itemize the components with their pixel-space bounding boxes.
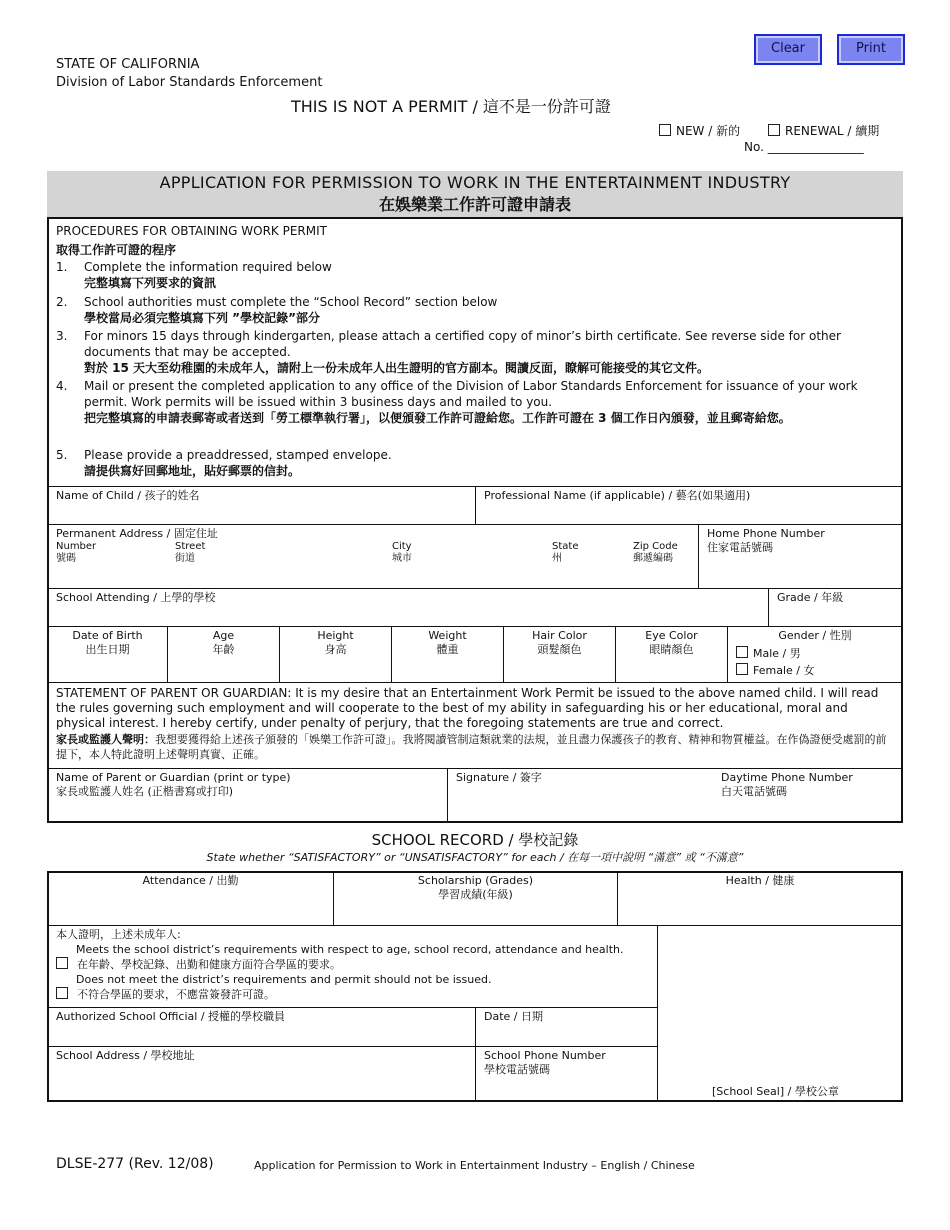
child-name-field[interactable]: Name of Child / 孩子的姓名 <box>56 489 200 502</box>
attendance-field[interactable]: Attendance / 出勤 <box>142 874 239 887</box>
parent-statement-zh: 家長或監護人聲明：我想要獲得給上述孩子頒發的「娛樂工作許可證」。我將閱讀管制這類就業的法規，並且盡力保護孩子的教育、精神和物質權益。在作偽證便受處罰的前提下，本人特此證明上述聲明真實、正確。 <box>56 733 887 761</box>
female-checkbox[interactable] <box>736 663 748 675</box>
parent-name-field[interactable]: Name of Parent or Guardian (print or type) 家長或監護人姓名 (正楷書寫或打印) <box>56 771 291 798</box>
title-band <box>47 171 903 217</box>
school-attending-field[interactable]: School Attending / 上學的學校 <box>56 591 216 604</box>
form-title-zh: 在娛樂業工作許可證申請表 <box>378 195 571 214</box>
statement-lead: STATEMENT OF PARENT OR GUARDIAN: <box>56 686 292 700</box>
home-phone-field[interactable]: Home Phone Number 住家電話號碼 <box>707 527 825 554</box>
renewal-checkbox[interactable] <box>768 124 780 136</box>
new-option[interactable] <box>659 122 740 139</box>
eye-color-field[interactable]: Eye Color 眼睛顏色 <box>645 629 698 656</box>
renewal-label: RENEWAL / 續期 <box>785 124 880 138</box>
clear-button[interactable]: Clear <box>754 34 822 65</box>
daytime-phone-field[interactable]: Daytime Phone Number 白天電話號碼 <box>721 771 853 798</box>
footer-description: Application for Permission to Work in Entertainment Industry – English / Chinese <box>254 1159 695 1172</box>
meets-checkbox[interactable] <box>56 957 68 969</box>
height-field[interactable]: Height 身高 <box>317 629 354 656</box>
new-checkbox[interactable] <box>659 124 671 136</box>
scholarship-field[interactable]: Scholarship (Grades) 學習成績(年級) <box>417 874 534 901</box>
address-zip-label: Zip Code 郵遞編碼 <box>633 541 678 564</box>
school-phone-field[interactable]: School Phone Number 學校電話號碼 <box>484 1049 606 1076</box>
professional-name-field[interactable]: Professional Name (if applicable) / 藝名(如果適用) <box>484 489 751 502</box>
division-label: Division of Labor Standards Enforcement <box>56 75 323 90</box>
age-field[interactable]: Age 年齡 <box>212 629 235 656</box>
date-field[interactable]: Date / 日期 <box>484 1010 543 1023</box>
parent-statement: STATEMENT OF PARENT OR GUARDIAN: It is my desire that an Entertainment Work Permit be issued to the above named child. I will read the rules governing such employment and will cooperate to the best of my ability in safeguarding his or her educational, moral and physical interest. I hereby certify, under penalty of perjury, that the foregoing statements are true and correct. <box>56 686 879 730</box>
signature-field[interactable]: Signature / 簽字 <box>456 771 542 784</box>
gender-female-option[interactable]: Female / 女 <box>736 663 894 678</box>
health-field[interactable]: Health / 健康 <box>725 874 795 887</box>
form-title-en: APPLICATION FOR PERMISSION TO WORK IN THE ENTERTAINMENT INDUSTRY <box>159 173 791 192</box>
address-number-label: Number 號碼 <box>56 541 97 564</box>
not-meet-option[interactable]: 不符合學區的要求，不應當簽發許可證。 <box>56 987 624 1002</box>
procedures-heading-zh: 取得工作許可證的程序 <box>56 243 177 257</box>
address-city-label: City 城市 <box>392 541 412 564</box>
school-address-field[interactable]: School Address / 學校地址 <box>56 1049 195 1062</box>
date-of-birth-field[interactable]: Date of Birth 出生日期 <box>72 629 143 656</box>
grade-field[interactable]: Grade / 年級 <box>777 591 844 604</box>
certification-block: 本人證明，上述未成年人: Meets the school district’s requirements with respect to age, school record, attendance and health. 在年齡、學校記錄、出勤和健康方面符合學區的要求。 Does not meet the district’s requirements and permit should not be issued. 不符合學區的要求，不應當簽發許可證。 <box>56 928 624 1001</box>
permit-number-field[interactable]: No. ________________ <box>744 140 864 154</box>
school-record-title: SCHOOL RECORD / 學校記錄 <box>371 831 579 849</box>
address-street-label: Street 街道 <box>175 541 206 564</box>
not-permit-notice: THIS IS NOT A PERMIT / 這不是一份許可證 <box>291 97 611 116</box>
print-button[interactable]: Print <box>837 34 905 65</box>
permanent-address-field[interactable]: Permanent Address / 固定住址 <box>56 527 218 540</box>
new-label: NEW / 新的 <box>676 124 741 138</box>
renewal-option[interactable] <box>768 122 879 139</box>
state-label: STATE OF CALIFORNIA <box>56 57 200 72</box>
address-state-label: State 州 <box>552 541 579 564</box>
hair-color-field[interactable]: Hair Color 頭髮顏色 <box>532 629 587 656</box>
male-checkbox[interactable] <box>736 646 748 658</box>
procedures-heading: PROCEDURES FOR OBTAINING WORK PERMIT <box>56 224 327 238</box>
school-official-field[interactable]: Authorized School Official / 授權的學校職員 <box>56 1010 286 1023</box>
gender-group <box>728 626 902 682</box>
weight-field[interactable]: Weight 體重 <box>428 629 467 656</box>
school-seal-area: [School Seal] / 學校公章 <box>712 1085 839 1098</box>
school-record-instruction: State whether “SATISFACTORY” or “UNSATISFACTORY” for each / 在每一項中說明 “滿意” 或 “不滿意” <box>206 851 744 864</box>
form-id: DLSE-277 (Rev. 12/08) <box>56 1156 214 1172</box>
gender-male-option[interactable]: Male / 男 <box>736 646 894 661</box>
meets-option[interactable]: 在年齡、學校記錄、出勤和健康方面符合學區的要求。 <box>56 957 624 972</box>
gender-label: Gender / 性別 <box>778 629 852 642</box>
not-meet-checkbox[interactable] <box>56 987 68 999</box>
